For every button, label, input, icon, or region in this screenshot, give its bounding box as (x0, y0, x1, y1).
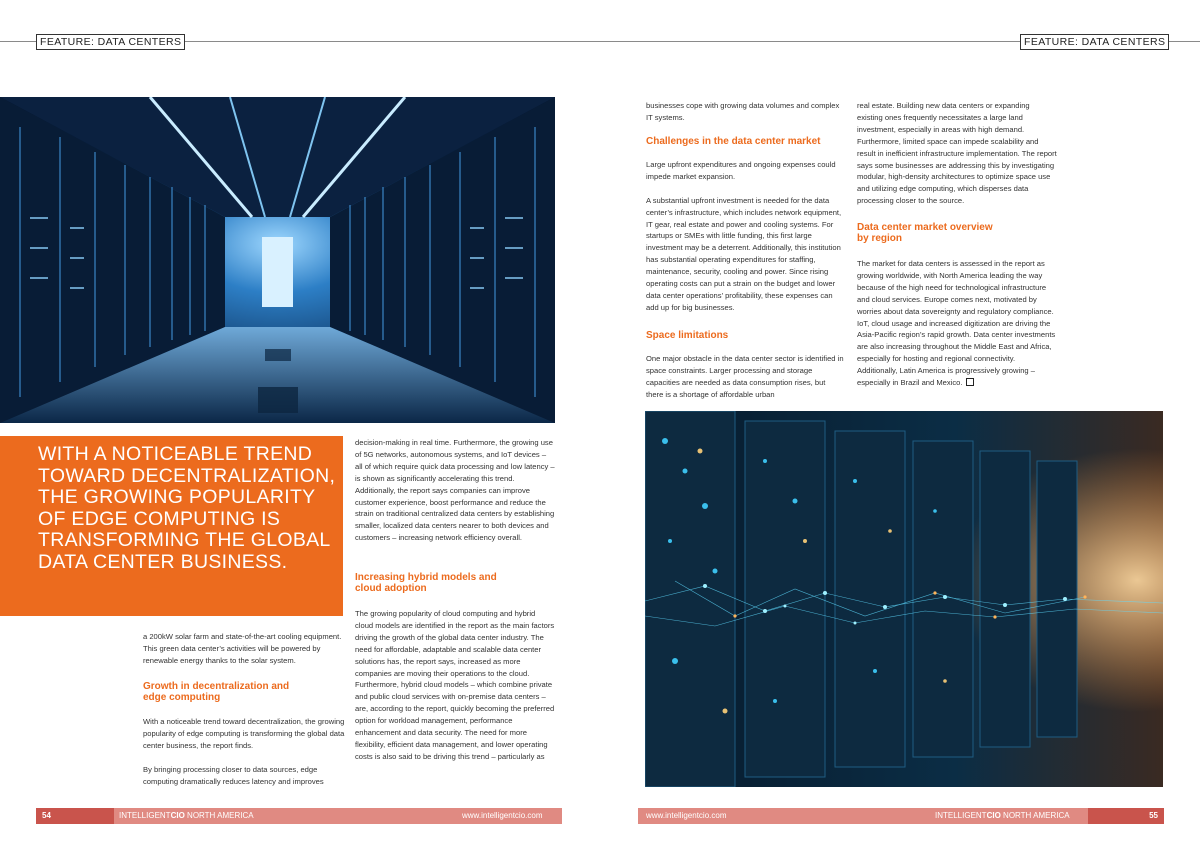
column-1-body (143, 716, 348, 799)
brand-bold-right: CIO (986, 811, 1001, 820)
col2-paragraph-1: decision-making in real time. Furthermore, the growing use of 5G networks, autonomous systems, and IoT devices – all of which require quick data processing and low latency – is shown as significantly accelerating this trend. Additionally, the report says companies can improve customer experience, boost performance and reduce the strain on traditional centralized data centers by establishing smaller, localized data centers nearer to both devices and customers – increasing network efficiency overall. (355, 438, 555, 543)
col1-paragraph-2: By bringing processing closer to data sources, edge computing dramatically reduces latency and improves (143, 764, 324, 786)
column-2-top (355, 437, 555, 556)
col3-paragraph-2: A substantial upfront investment is needed for the data center’s infrastructure, which includes network equipment, IT gear, real estate and power and cooling systems. For startups or SMEs with little funding, this first large investment may be a deterrent. Additionally, this institution has substantial operating expenditures for staffing, maintenance, security, cooling and power. Since rising operating costs can put a strain on the budget and lower data center operations’ profitability, these expenses can add up for big businesses. (646, 195, 842, 312)
col4-paragraph-2 (857, 258, 1057, 389)
article-end-mark (966, 378, 974, 386)
col3-paragraph-3: One major obstacle in the data center sector is identified in space constraints. Larger processing and storage capacities are needed as data consumption rises, but there is a shortage of affordable urban (646, 354, 844, 399)
header-rule-left (0, 41, 36, 42)
col3-paragraph-0: businesses cope with growing data volumes and complex IT systems. (646, 101, 840, 122)
pull-quote-text: WITH A NOTICEABLE TREND TOWARD DECENTRALIZATION, THE GROWING POPULARITY OF EDGE COMPUTING IS TRANSFORMING THE GLOBAL DATA CENTER BUSINESS. (38, 443, 336, 573)
footer-url-left[interactable]: www.intelligentcio.com (462, 811, 543, 820)
footer-brand-right (935, 808, 1070, 824)
column-3-top (646, 100, 844, 136)
page-number-right: 55 (1088, 808, 1164, 824)
header-rule-middle (178, 41, 1020, 42)
column-4-top (857, 100, 1057, 219)
brand-prefix-left: INTELLIGENT (119, 811, 171, 820)
heading-space-limitations: Space limitations (646, 330, 729, 341)
footer-brand-left (119, 808, 254, 824)
heading-growth-decentralization: Growth in decentralization and edge computing (143, 681, 290, 703)
section-tag-left: FEATURE: DATA CENTERS (36, 34, 185, 50)
footer-url-right[interactable]: www.intelligentcio.com (646, 811, 727, 820)
heading-market-overview: Data center market overview by region (857, 222, 993, 244)
pull-quote-box (0, 436, 343, 616)
section-tag-right: FEATURE: DATA CENTERS (1020, 34, 1169, 50)
page-number-left: 54 (36, 808, 114, 824)
col1-intro-text: a 200kW solar farm and state-of-the-art cooling equipment. This green data center’s activities will be powered by renewable energy thanks to the solar system. (143, 632, 342, 665)
brand-suffix-right: NORTH AMERICA (1000, 811, 1070, 820)
column-3-bottom (646, 353, 844, 413)
col4-paragraph-2-text: The market for data centers is assessed in the report as growing worldwide, with North America leading the way because of the high need for technological infrastructure and cloud services. Europe comes next, motivated by worries about data sovereignty and regulatory compliance. IoT, cloud usage and increased digitization are driving the Asia-Pacific region’s rapid growth. Data center investments are also increasing throughout the Middle East and Africa, especially for hosting and regional connectivity. Additionally, Latin America is progressively growing – especially in Brazil and Mexico. (857, 259, 1056, 388)
server-racks-network-image (645, 411, 1163, 787)
column-3-body (646, 159, 844, 326)
column-2-body (355, 608, 555, 775)
brand-prefix-right: INTELLIGENT (935, 811, 987, 820)
heading-hybrid-cloud: Increasing hybrid models and cloud adoption (355, 572, 497, 594)
column-1-intro (143, 631, 348, 679)
heading-challenges: Challenges in the data center market (646, 136, 821, 147)
col1-paragraph-1: With a noticeable trend toward decentralization, the growing popularity of edge computing is transforming the global data center business, the report finds. (143, 717, 345, 750)
brand-bold-left: CIO (170, 811, 185, 820)
brand-suffix-left: NORTH AMERICA (184, 811, 254, 820)
column-4-body (857, 258, 1057, 401)
col4-paragraph-1: real estate. Building new data centers or expanding existing ones frequently necessitates a large land investment, especially in areas with high demand. Furthermore, limited space can impede scalability and result in inefficient infrastructure implementation. The report says some businesses are addressing this by investigating modular, high-density architectures to optimize space use and utilizing edge computing, which disperses data processing closer to the source. (857, 101, 1057, 206)
server-room-corridor-image (0, 97, 555, 423)
col3-paragraph-1: Large upfront expenditures and ongoing expenses could impede market expansion. (646, 160, 836, 181)
col2-paragraph-2: The growing popularity of cloud computing and hybrid cloud models are identified in the report as the main factors driving the growth of the global data center industry. The need for affordable, adaptable and scalable data center solutions has, the report says, increased as more companies are moving their operations to the cloud. Furthermore, hybrid cloud models – which combine private and public cloud services with on-premise data centers – are, according to the report, quickly becoming the preferred option for workload management, performance enhancement and data security. The need for more flexibility, efficient data management, and lower operating costs is also said to be driving this trend – particularly as (355, 609, 555, 761)
